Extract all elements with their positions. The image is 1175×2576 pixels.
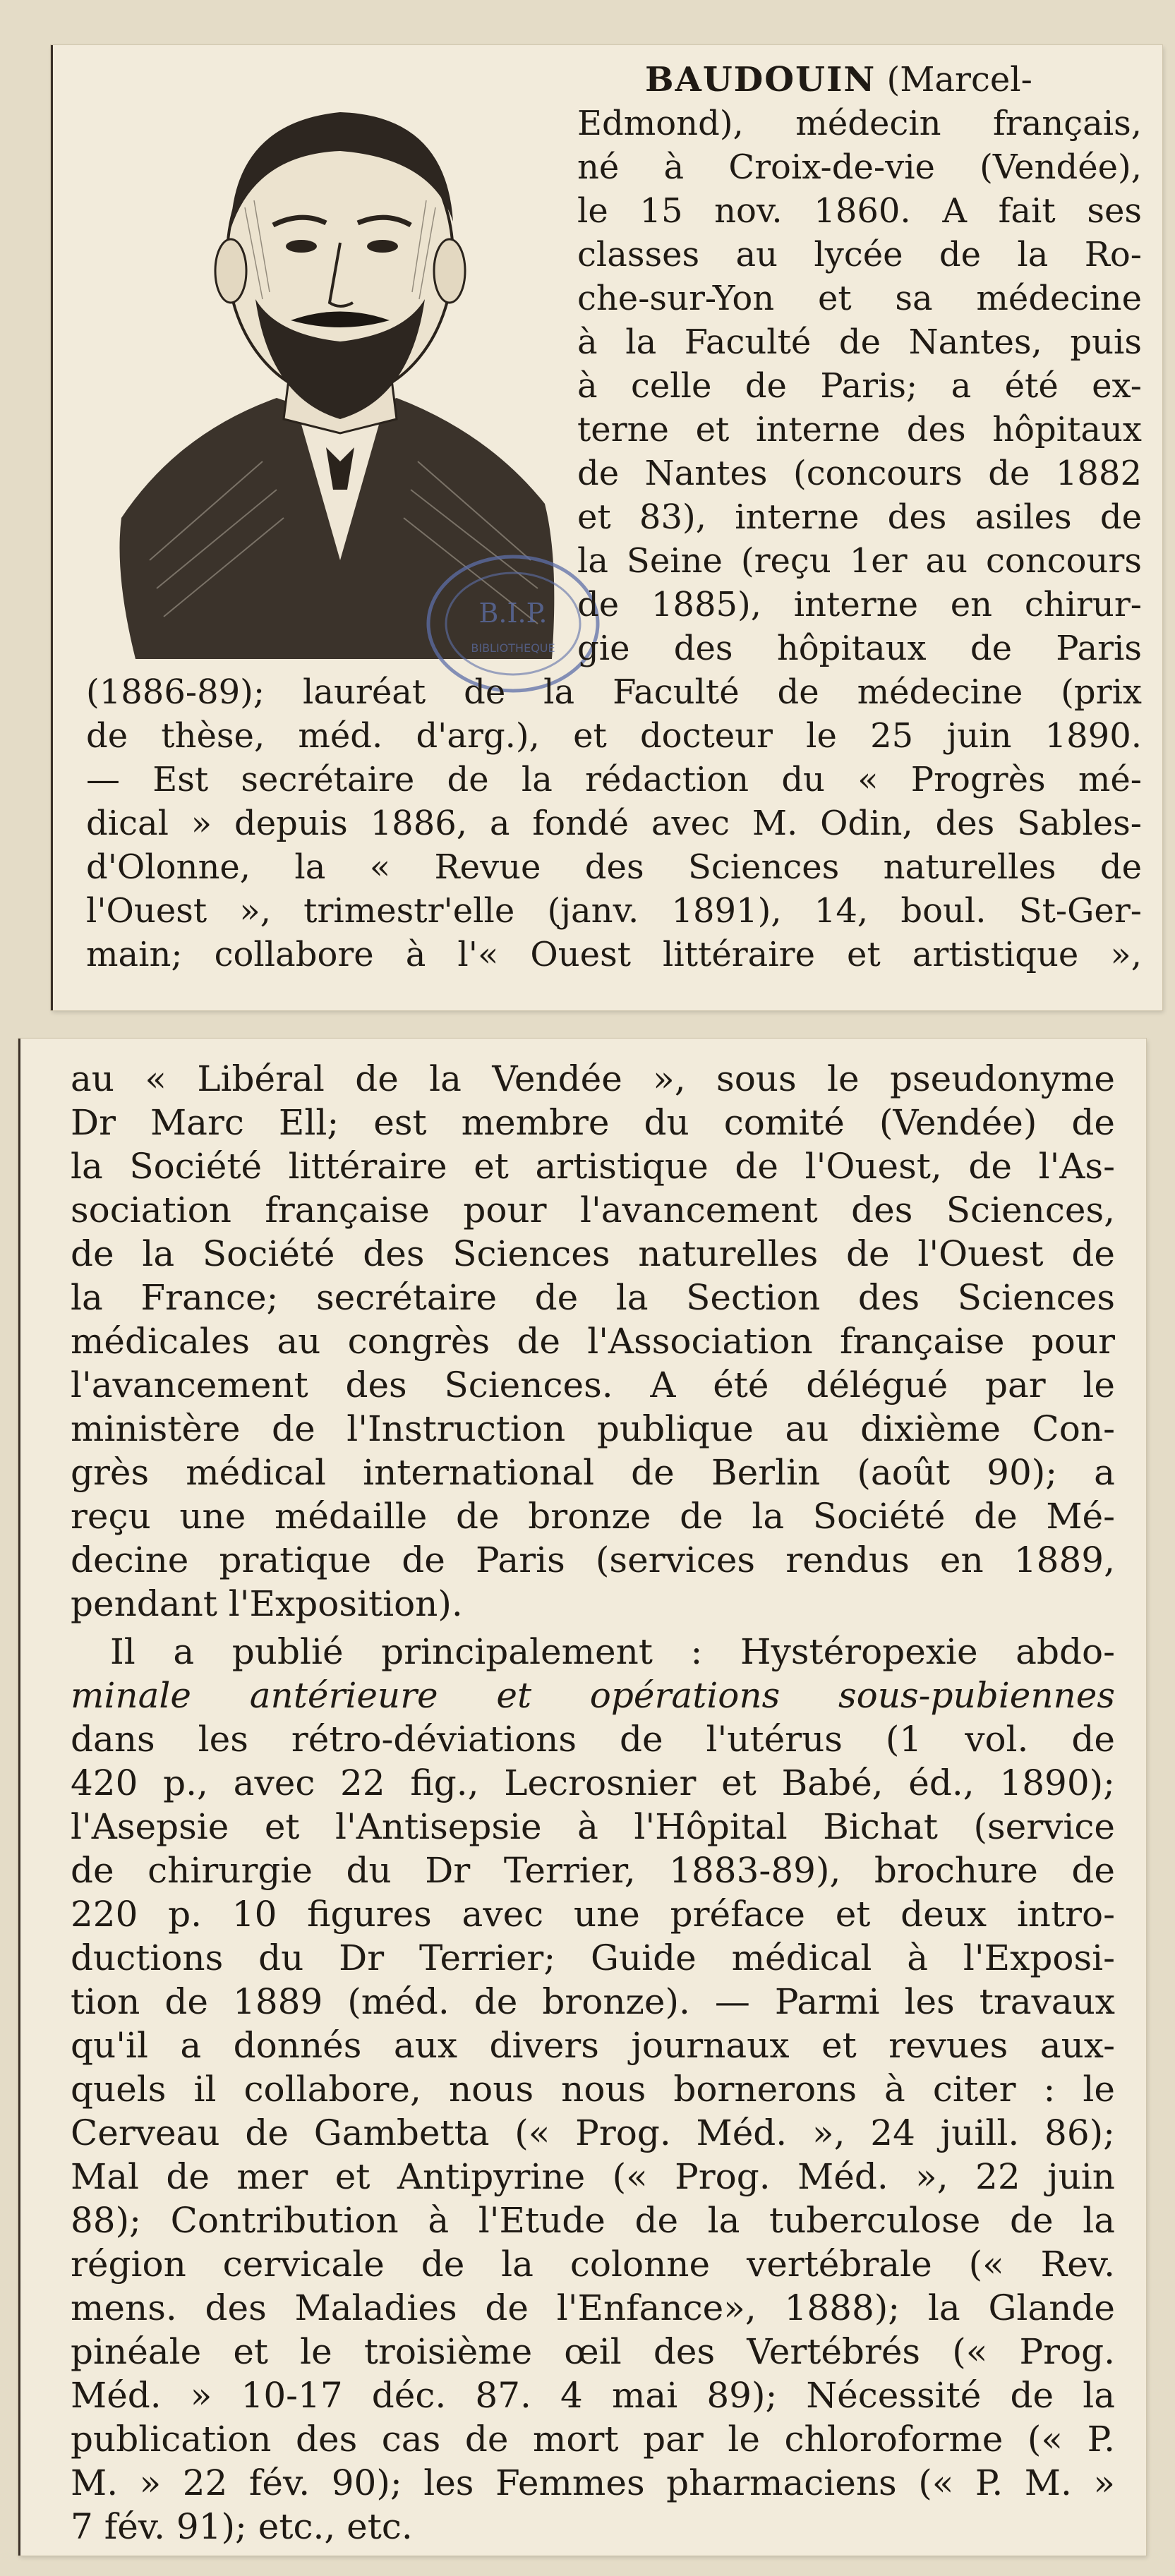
text-line: de chirurgie du Dr Terrier, 1883-89), brochure de [71,1850,1115,1891]
text-line: d'Olonne, la « Revue des Sciences naturelles de [86,847,1142,887]
text-line: Mal de mer et Antipyrine (« Prog. Méd. », 22 juin [71,2156,1115,2197]
text-line: tion de 1889 (méd. de bronze). — Parmi les travaux [71,1981,1115,2022]
text-line: pinéale et le troisième œil des Vertébrés (« Prog. [71,2331,1115,2372]
text-line: gie des hôpitaux de Paris [577,629,1142,668]
text-line: 420 p., avec 22 fig., Lecrosnier et Babé, éd., 1890); [71,1762,1115,1803]
text-line: (1886-89); lauréat de la Faculté de médecine (prix [86,672,1142,712]
text-line: à la Faculté de Nantes, puis [577,322,1142,362]
text-line: l'Asepsie et l'Antisepsie à l'Hôpital Bichat (service [71,1806,1115,1847]
text-line: 7 fév. 91); etc., etc. [71,2506,413,2547]
text-line: de Nantes (concours de 1882 [577,454,1142,493]
entry-headword: BAUDOUIN [645,60,876,99]
text-line: de la Société des Sciences naturelles de l'Ouest de [71,1233,1115,1274]
text-line: Cerveau de Gambetta (« Prog. Méd. », 24 juill. 86); [71,2112,1115,2153]
text-line: Dr Marc Ell; est membre du comité (Vendée) de [71,1102,1115,1143]
text-line: Il a publié principalement : Hystéropexie abdo- [110,1631,1115,1672]
text-line: l'avancement des Sciences. A été délégué par le [71,1365,1115,1405]
text-line: la Seine (reçu 1er au concours [577,541,1142,581]
text-line: région cervicale de la colonne vertébrale (« Rev. [71,2244,1115,2285]
text-line: — Est secrétaire de la rédaction du « Progrès mé- [86,760,1142,799]
clipping-bottom [18,1039,1146,2556]
text-line: Méd. » 10-17 déc. 87. 4 mai 89); Nécessité de la [71,2375,1115,2416]
text-line: 220 p. 10 figures avec une préface et deux intro- [71,1894,1115,1935]
text-line: mens. des Maladies de l'Enfance», 1888); la Glande [71,2287,1115,2328]
text-line: minale antérieure et opérations sous-pubiennes [71,1675,1115,1716]
text-line: BAUDOUIN (Marcel- [645,60,1032,99]
text-line: au « Libéral de la Vendée », sous le pseudonyme [71,1058,1115,1099]
text-line: le 15 nov. 1860. A fait ses [577,191,1142,231]
stamp-sublabel: BIBLIOTHEQUE [471,641,555,655]
text-line: quels il collabore, nous nous bornerons à citer : le [71,2069,1115,2110]
text-line: la France; secrétaire de la Section des Sciences [71,1277,1115,1318]
text-line: qu'il a donnés aux divers journaux et revues aux- [71,2025,1115,2066]
text-line: la Société littéraire et artistique de l'Ouest, de l'As- [71,1146,1115,1187]
text-line: classes au lycée de la Ro- [577,235,1142,274]
text-line: dans les rétro-déviations de l'utérus (1 vol. de [71,1719,1115,1760]
text-line: pendant l'Exposition). [71,1583,463,1624]
text-line: che-sur-Yon et sa médecine [577,279,1142,318]
text-line: reçu une médaille de bronze de la Société de Mé- [71,1496,1115,1537]
clipping-top [51,45,1162,1010]
stamp-label: B.I.P. [478,598,548,629]
text-line: né à Croix-de-vie (Vendée), [577,147,1142,187]
text-line: dical » depuis 1886, a fondé avec M. Odin, des Sables- [86,804,1142,843]
text-line: sociation française pour l'avancement des Sciences, [71,1190,1115,1230]
text-line: publication des cas de mort par le chloroforme (« P. [71,2419,1115,2460]
biography-text-bottom [18,1039,1146,2556]
text-line: 88); Contribution à l'Etude de la tuberculose de la [71,2200,1115,2241]
text-line: Edmond), médecin français, [577,104,1142,143]
text-line: terne et interne des hôpitaux [577,410,1142,449]
text-line: ministère de l'Instruction publique au dixième Con- [71,1408,1115,1449]
text-line: ductions du Dr Terrier; Guide médical à l'Exposi- [71,1937,1115,1978]
text-line: main; collabore à l'« Ouest littéraire et artistique », [86,935,1142,974]
text-line: M. » 22 fév. 90); les Femmes pharmaciens (« P. M. » [71,2462,1115,2503]
text-line: et 83), interne des asiles de [577,497,1142,537]
text-line: à celle de Paris; a été ex- [577,366,1142,406]
text-line: médicales au congrès de l'Association française pour [71,1321,1115,1362]
biography-text-top [51,45,1162,1010]
text-line: de thèse, méd. d'arg.), et docteur le 25 juin 1890. [86,716,1142,756]
text-line: decine pratique de Paris (services rendus en 1889, [71,1540,1115,1580]
text-line: grès médical international de Berlin (août 90); a [71,1452,1115,1493]
text-line: de 1885), interne en chirur- [577,585,1142,624]
text-line: l'Ouest », trimestr'elle (janv. 1891), 14, boul. St-Ger- [86,891,1142,931]
